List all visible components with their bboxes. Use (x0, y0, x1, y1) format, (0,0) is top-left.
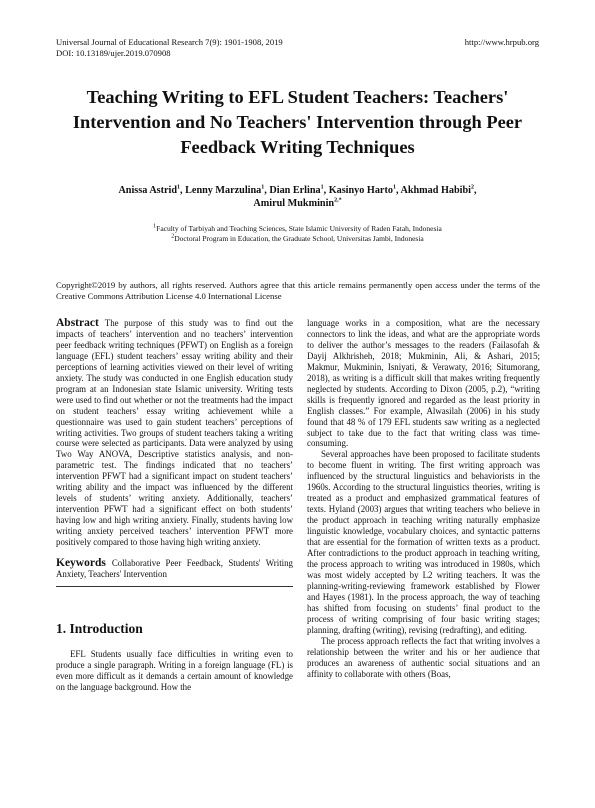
affiliation: $^1$Faculty of Tarbiyah and Teaching Sciences, State Islamic University of Raden Fatah, Indonesia (153, 223, 442, 233)
left-column (56, 318, 293, 693)
section-heading-introduction: 1. Introduction (56, 620, 143, 636)
author: Akhmad Habibi$^2$ (400, 184, 474, 196)
body-paragraph: The process approach reflects the fact that writing involves a relationship between the writer and his or her audience that produces an awareness of authentic social situations and an affinity to collaborate with others (Boas, (307, 635, 540, 679)
affiliation: $^2$Doctoral Program in Education, the Graduate School, Universitas Jambi, Indonesia (171, 233, 424, 243)
section-divider (56, 586, 293, 587)
keywords (56, 558, 293, 580)
paper-title: Teaching Writing to EFL Student Teachers: Teachers' Intervention and No Teachers' Intervention through Peer Feedback Writing Techniques (72, 87, 523, 157)
journal-citation: Universal Journal of Educational Research 7(9): 1901-1908, 2019 (56, 37, 283, 47)
abstract-label: Abstract (56, 317, 99, 329)
doi: DOI: 10.13189/ujer.2019.070908 (56, 48, 171, 58)
abstract-text: The purpose of this study was to find out the impacts of teachers’ intervention and no teachers’ intervention peer feedback writing techniques (PFWT) on English as a foreign language (EFL) student teachers’ essay writing ability and their perceptions of learning activities viewed on their level of writing anxiety. The study was conducted in one English education study program at an Indonesian state Islamic university. Writing tests were used to find out whether or not the treatments had the impact on student teachers’ essay writing achievement while a questionnaire was used to gain student teachers’ perceptions of writing activities. Two groups of student teachers taking a writing course were selected as participants. Data were analyzed by using Two Way ANOVA, Descriptive statistics analysis, and non-parametric test. The findings indicated that no teachers’ intervention PFWT had a significant impact on student teachers’ writing ability and the impact was influenced by the different levels of students’ writing anxiety. Additionally, teachers’ intervention PFWT had a significant effect on both students’ having low and high writing anxiety. Finally, students having low writing anxiety perceived teachers’ intervention PFWT more positively compared to those having high writing anxiety. (56, 318, 293, 548)
intro-paragraph: EFL Students usually face difficulties in writing even to produce a single paragraph. Writing in a foreign language (FL) is even more difficult as it demands a certain amount of knowledge on the language background. How the (56, 648, 293, 692)
abstract (56, 318, 293, 548)
journal-url[interactable]: http://www.hrpub.org (464, 37, 539, 47)
copyright-notice: Copyright©2019 by authors, all rights reserved. Authors agree that this article remains permanently open access under the terms of the Creative Commons Attribution License 4.0 International License (56, 280, 540, 301)
author: Anissa Astrid$^1$ (118, 184, 181, 196)
right-column (307, 318, 540, 679)
author-list: Anissa Astrid$^1$, Lenny Marzulina$^1$, Dian Erlina$^1$, Kasinyo Harto$^1$, Akhmad Habibi$^2$, Amirul Mukminin$^{2,*}$ (118, 184, 477, 209)
body-paragraph: language works in a composition, what are the necessary connectors to link the ideas, and what are the appropriate words to deliver the author’s messages to the readers (Failasofah & Dayij Alkhrisheh, 2018; Mukminin, Ali, & Ashari, 2015; Makmur, Mukminin, Isniyati, & Verawaty, 2016; Situmorang, 2018), as writing is a difficult skill that makes writing frequently neglected by students. According to Dixon (2005, p.2), “writing skills is frequently ignored and regarded as the least priority in English classes.” For example, Alwasilah (2006) in his study found that 48 % of 179 EFL students saw writing as a neglected subject to take due to the fact that writing class was time-consuming. (307, 318, 540, 449)
affiliations (90, 224, 505, 244)
author: Dian Erlina$^1$ (269, 184, 324, 196)
body-paragraph: Several approaches have been proposed to facilitate students to become fluent in writing. The first writing approach was influenced by the structural linguistics and behaviorists in the 1960s. According to the structural linguistics theories, writing is treated as a product and emphasized grammatical features of texts. Hyland (2003) argues that writing teachers who believe in the product approach in teaching writing naturally emphasize linguistic knowledge, vocabulary choices, and syntactic patterns that are essential for the formation of written texts as a product. After contradictions to the product approach in teaching writing, the process approach to writing was introduced in 1980s, which was most widely accepted by L2 writing teachers. It was the planning-writing-reviewing framework established by Flower and Hayes (1981). In the process approach, the way of teaching has shifted from focusing on students’ final product to the process of writing comprising of four basic writing stages; planning, drafting (writing), revising (redrafting), and editing. (307, 449, 540, 635)
keywords-text: Collaborative Peer Feedback, Students' Writing Anxiety, Teachers' Intervention (56, 558, 293, 579)
author: Kasinyo Harto$^1$ (328, 184, 396, 196)
author: Amirul Mukminin$^{2,*}$ (253, 197, 342, 209)
author: Lenny Marzulina$^1$ (185, 184, 265, 196)
keywords-label: Keywords (56, 557, 106, 570)
